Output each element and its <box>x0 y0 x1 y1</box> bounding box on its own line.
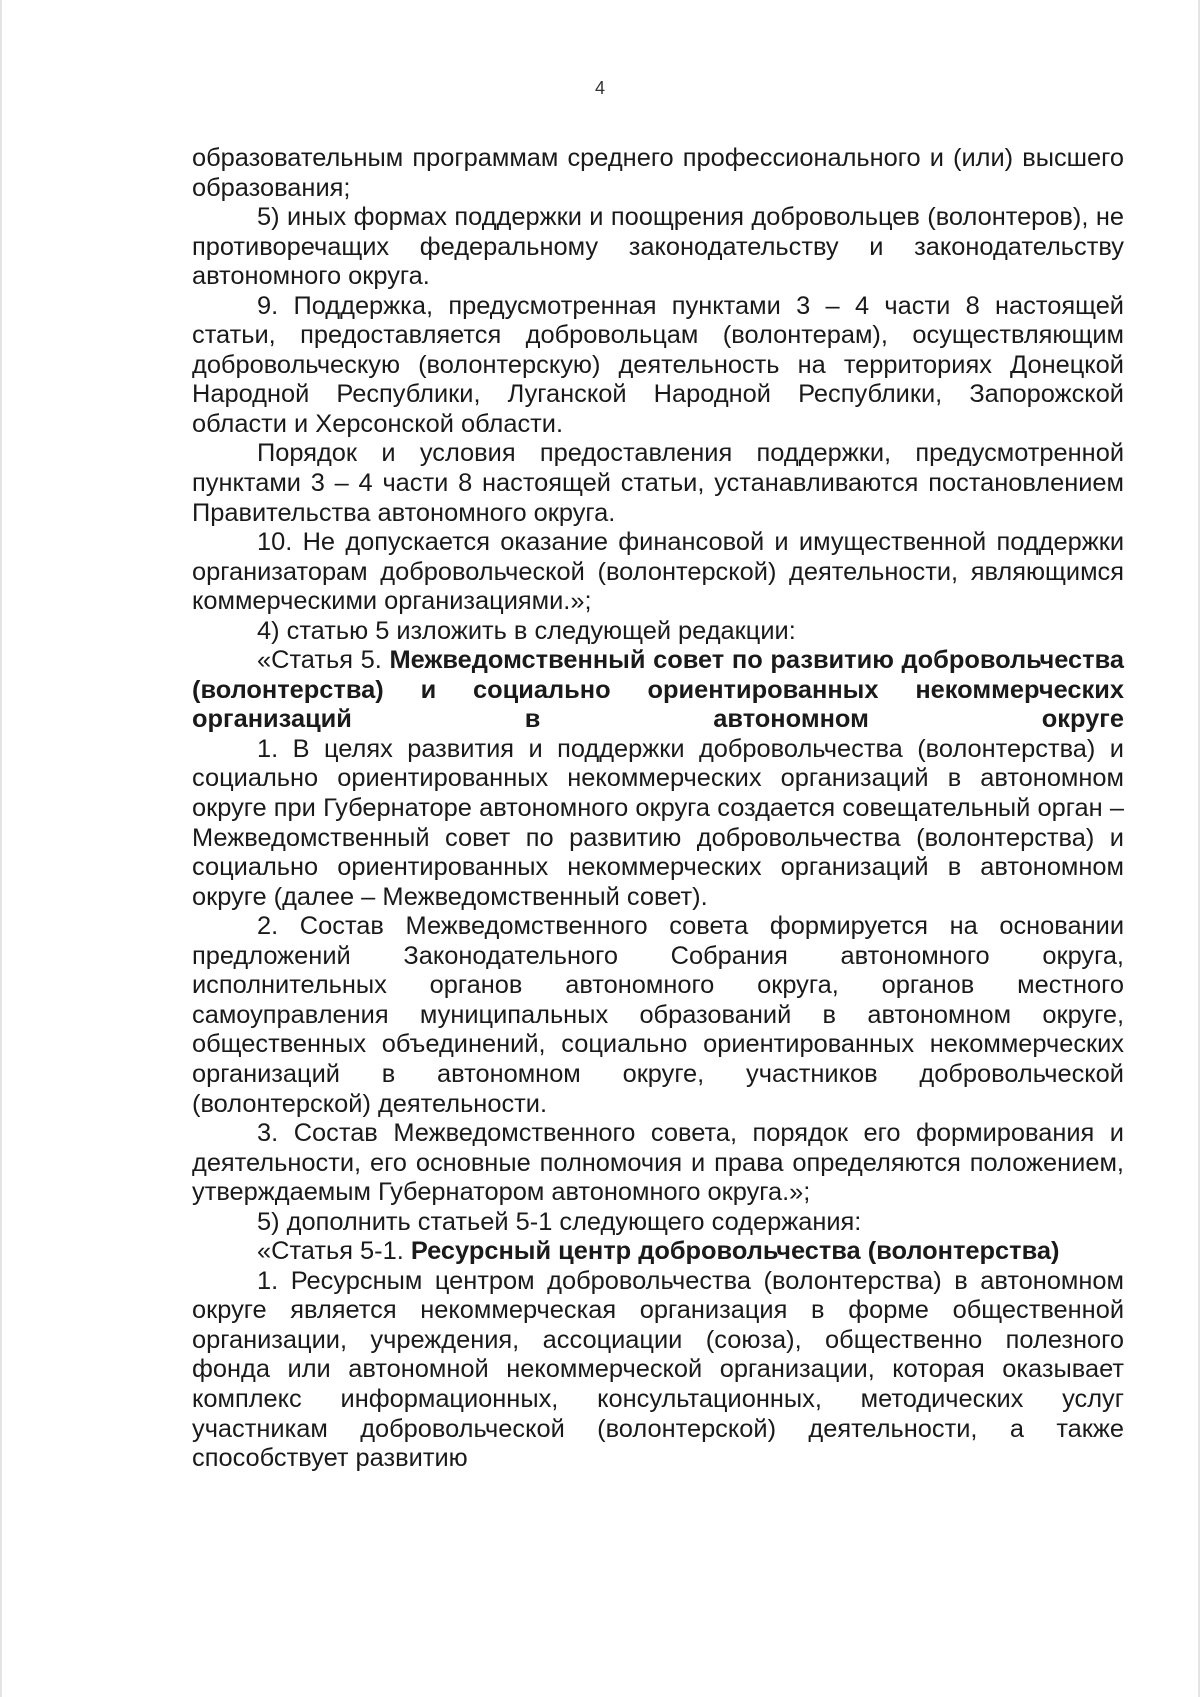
paragraph: 1. Ресурсным центром добровольчества (волонтерства) в автономном округе является некоммерческая организация в форме общественной организации, учреждения, ассоциации (союза), общественно полезного фонда или автономной некоммерческой организации, которая оказывает комплекс информационных, консультационных, методических услуг участникам добровольческой (волонтерской) деятельности, а также способствует развитию <box>192 1266 1124 1473</box>
page-left-edge <box>0 0 2 1697</box>
article-5-prefix: «Статья 5. <box>257 646 382 675</box>
article-5-1-title: Ресурсный центр добровольчества (волонтерства) <box>410 1237 1060 1266</box>
paragraph: Порядок и условия предоставления поддержки, предусмотренной пунктами 3 – 4 части 8 настоящей статьи, устанавливаются постановлением Правительства автономного округа. <box>192 439 1124 527</box>
paragraph: 5) дополнить статьей 5-1 следующего содержания: <box>257 1207 862 1236</box>
paragraph: 1. В целях развития и поддержки добровольчества (волонтерства) и социально ориентированных некоммерческих организаций в автономном округе при Губернаторе автономного округа создается совещательный орган – Межведомственный совет по развитию добровольчества (волонтерства) и социально ориентированных некоммерческих организаций в автономном округе (далее – Межведомственный совет). <box>192 734 1124 911</box>
paragraph: 5) иных формах поддержки и поощрения добровольцев (волонтеров), не противоречащих федеральному законодательству и законодательству автономного округа. <box>192 203 1124 291</box>
paragraph: 9. Поддержка, предусмотренная пунктами 3 – 4 части 8 настоящей статьи, предоставляется добровольцам (волонтерам), осуществляющим добровольческую (волонтерскую) деятельность на территориях Донецкой Народной Республики, Луганской Народной Республики, Запорожской области и Херсонской области. <box>192 291 1124 438</box>
paragraph: образовательным программам среднего профессионального и (или) высшего образования; <box>192 144 1124 202</box>
page-number: 4 <box>594 78 605 98</box>
article-5-heading <box>192 646 1124 735</box>
article-5-1-heading <box>192 1237 1124 1267</box>
paragraph: 10. Не допускается оказание финансовой и имущественной поддержки организаторам добровольческой (волонтерской) деятельности, являющимся коммерческими организациями.»; <box>192 528 1124 616</box>
article-5-1-prefix: «Статья 5-1. <box>257 1237 404 1266</box>
paragraph: 4) статью 5 изложить в следующей редакции: <box>257 616 796 645</box>
document-body <box>192 144 1124 1474</box>
article-5-title: Межведомственный совет по развитию добровольчества (волонтерства) и социально ориентированных некоммерческих организаций в автономном округе <box>192 646 1125 734</box>
paragraph: 2. Состав Межведомственного совета формируется на основании предложений Законодательного Собрания автономного округа, исполнительных органов автономного округа, органов местного самоуправления муниципальных образований в автономном округе, общественных объединений, социально ориентированных некоммерческих организаций в автономном округе, участников добровольческой (волонтерской) деятельности. <box>192 912 1124 1118</box>
paragraph: 3. Состав Межведомственного совета, порядок его формирования и деятельности, его основные полномочия и права определяются положением, утверждаемым Губернатором автономного округа.»; <box>192 1119 1124 1207</box>
